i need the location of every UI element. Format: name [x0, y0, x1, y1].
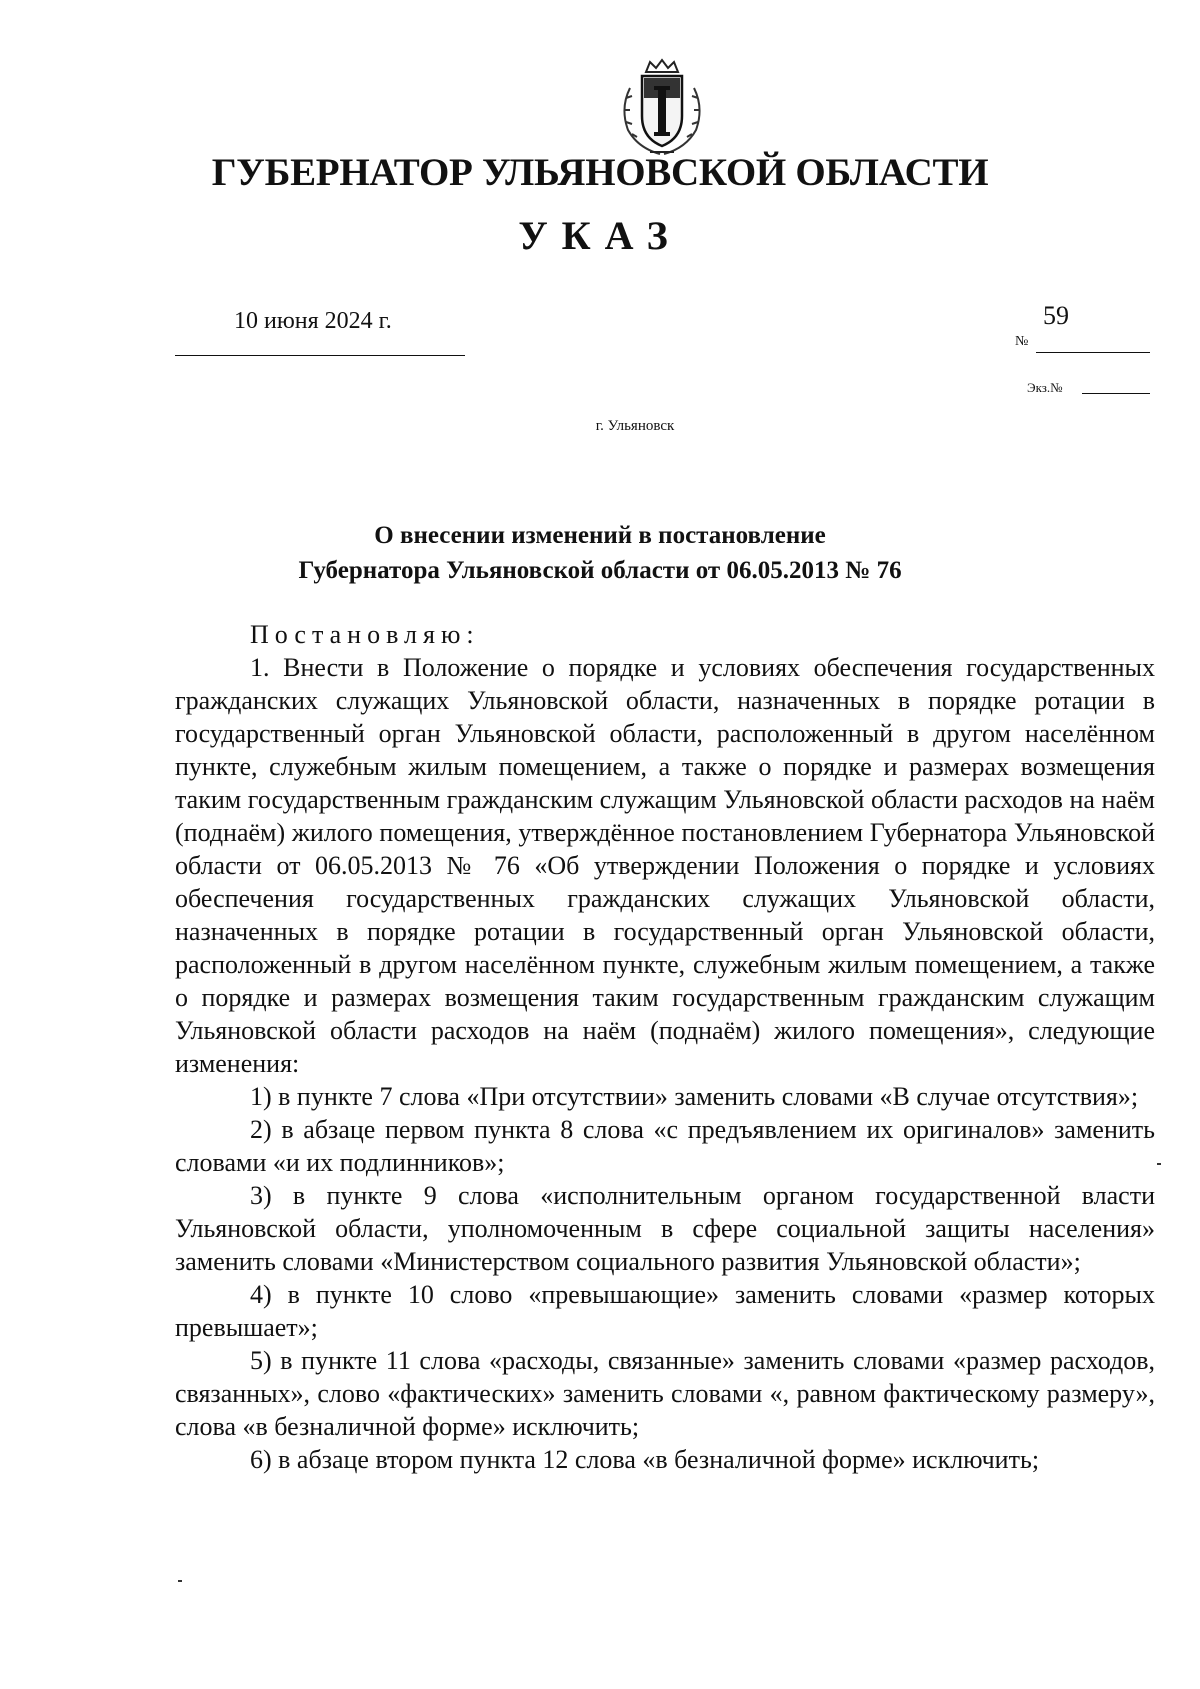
- scan-mark: [1157, 1163, 1161, 1165]
- paragraph: 5) в пункте 11 слова «расходы, связанные» заменить словами «размер расходов, связанных», слово «фактических» заменить словами «, равном фактическому размеру», слова «в безналичной форме» исключить;: [175, 1346, 1155, 1441]
- title-line-1: О внесении изменений в постановление: [374, 522, 826, 549]
- paragraph: 6) в абзаце втором пункта 12 слова «в безналичной форме» исключить;: [250, 1445, 1040, 1474]
- coat-of-arms-icon: [616, 58, 708, 160]
- document-date: 10 июня 2024 г.: [234, 308, 392, 334]
- issuing-authority: ГУБЕРНАТОР УЛЬЯНОВСКОЙ ОБЛАСТИ: [211, 151, 989, 194]
- paragraph: 4) в пункте 10 слово «превышающие» заменить словами «размер которых превышает»;: [175, 1280, 1155, 1342]
- document-body: [175, 651, 1155, 1476]
- paragraph: 2) в абзаце первом пункта 8 слова «с предъявлением их оригиналов» заменить словами «и их подлинников»;: [175, 1115, 1155, 1177]
- number-underline: [1036, 352, 1150, 353]
- scan-mark: [178, 1580, 182, 1582]
- date-underline: [175, 355, 465, 356]
- number-label: №: [1015, 334, 1029, 349]
- paragraph: 1) в пункте 7 слова «При отсутствии» заменить словами «В случае отсутствия»;: [250, 1082, 1139, 1111]
- decree-word: Постановляю:: [250, 620, 480, 649]
- document-title: [0, 518, 1200, 588]
- city: г. Ульяновск: [595, 418, 675, 434]
- paragraph: 3) в пункте 9 слова «исполнительным органом государственной власти Ульяновской области, уполномоченным в сфере социальной защиты населения» заменить словами «Министерством социального развития Ульяновской области»;: [175, 1181, 1155, 1276]
- paragraph: 1. Внести в Положение о порядке и условиях обеспечения государственных гражданских служащих Ульяновской области, назначенных в порядке ротации в государственный орган Ульяновской области, расположенный в другом населённом пункте, служебным жилым помещением, а также о порядке и размерах возмещения таким государственным гражданским служащим Ульяновской области расходов на наём (поднаём) жилого помещения, утверждённое постановлением Губернатора Ульяновской области от 06.05.2013 № 76 «Об утверждении Положения о порядке и условиях обеспечения государственных гражданских служащих Ульяновской области, назначенных в порядке ротации в государственный орган Ульяновской области, расположенный в другом населённом пункте, служебным жилым помещением, а также о порядке и размерах возмещения таким государственным гражданским служащим Ульяновской области расходов на наём (поднаём) жилого помещения», следующие изменения:: [175, 653, 1155, 1078]
- copy-number-label: Экз.№: [1027, 380, 1063, 395]
- document-number: 59: [1043, 301, 1069, 330]
- copy-number-underline: [1082, 393, 1150, 394]
- document-type: УКАЗ: [518, 213, 682, 258]
- title-line-2: Губернатора Ульяновской области от 06.05.2013 № 76: [298, 557, 902, 584]
